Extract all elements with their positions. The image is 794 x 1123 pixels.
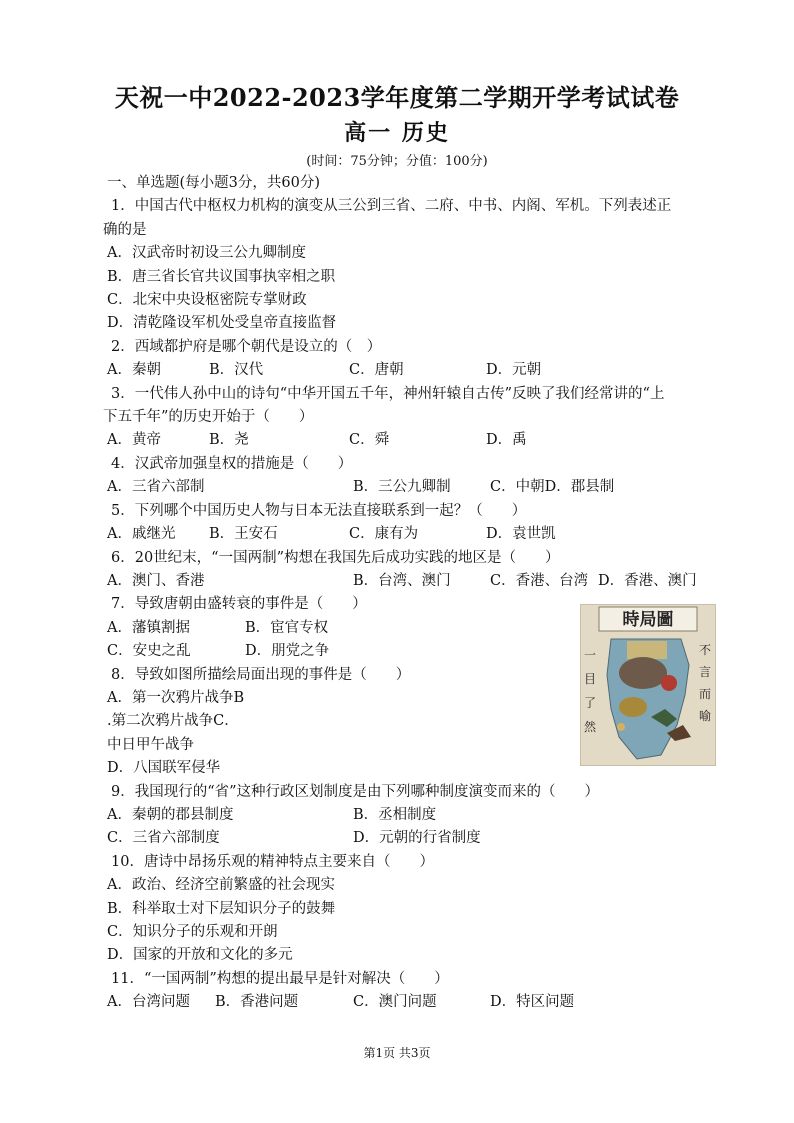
q9-option-b: B．丞相制度 [353,806,437,823]
q5-options [107,523,717,546]
q10-option-c: C．知识分子的乐观和开朗 [107,924,278,940]
q9-option-a: A．秦朝的郡县制度 [107,806,234,823]
q11-option-a: A．台湾问题 [107,994,190,1011]
q6-option-d: D．香港、澳门 [598,572,697,589]
map-notice-box [627,641,667,659]
tiger-figure [619,697,647,717]
q10-option-d: D．国家的开放和文化的多元 [107,947,293,964]
q3-stem-line1: 3．一代伟人孙中山的诗句“中华开国五千年，神州轩辕自古传”反映了我们经常讲的“上 [111,385,665,402]
q7-option-c: C．安史之乱 [107,643,191,660]
q3-options [107,429,717,452]
q5-option-c: C．康有为 [349,526,419,543]
q4-options [107,476,717,499]
q5-option-b: B．王安石 [209,526,278,543]
q9-option-c: C．三省六部制度 [107,830,220,847]
figure-title: 時局圖 [622,610,674,630]
q11-option-d: D．特区问题 [490,994,575,1011]
q1-stem-line2: 确的是 [103,221,147,238]
page-title: 天祝一中2022-2023学年度第二学期开学考试试卷 [114,83,680,112]
q4-stem: 4．汉武帝加强皇权的措施是（ ） [111,455,353,472]
q10-option-b: B．科举取士对下层知识分子的鼓舞 [107,900,336,917]
q11-option-c: C．澳门问题 [353,994,437,1011]
q1-stem-line1: 1．中国古代中枢权力机构的演变从三公到三省、二府、中书、内阁、军机。下列表述正 [111,198,672,215]
question-body [103,172,717,1015]
q6-option-b: B．台湾、澳门 [353,572,451,589]
sun-figure [661,675,677,691]
q4-option-cd: C．中朝D．郡县制 [490,479,615,496]
q3-option-c: C．舜 [349,432,390,449]
q7-stem: 7．导致唐朝由盛转衰的事件是（ ） [111,596,367,613]
q5-stem: 5．下列哪个中国历史人物与日本无法直接联系到一起？（ ） [111,502,527,519]
q2-option-b: B．汉代 [209,362,264,379]
q2-options [107,359,717,382]
exam-meta: (时间：75分钟；分值：100分) [306,154,488,169]
q1-option-d: D．清乾隆设军机处受皇帝直接监督 [107,315,337,332]
q2-option-c: C．唐朝 [349,362,404,379]
q2-option-a: A．秦朝 [107,362,161,379]
q4-option-a: A．三省六部制 [107,479,205,496]
q3-option-d: D．禹 [486,432,527,449]
q2-stem: 2．西域都护府是哪个朝代是设立的（ ） [111,338,382,355]
q9-options-cd [107,827,717,850]
q6-option-c: C．香港、台湾 [490,572,589,589]
q7-option-d: D．朋党之争 [245,643,330,660]
side-text-right-column: 不言而喻 [699,643,712,723]
q1-option-b: B．唐三省长官共议国事执宰相之职 [107,268,336,285]
shiju-tu-svg [581,605,715,765]
q9-stem: 9．我国现行的“省”这种行政区划制度是由下列哪种制度演变而来的（ ） [111,783,600,800]
q1-option-a: A．汉武帝时初设三公九卿制度 [107,245,306,262]
q8-option-line2: .第二次鸦片战争C． [107,713,239,730]
q2-option-d: D．元朝 [486,362,542,379]
q7-option-b: B．宦官专权 [245,619,329,636]
q3-option-b: B．尧 [209,432,249,449]
q10-stem: 10．唐诗中昂扬乐观的精神特点主要来自（ ） [111,853,434,870]
q6-options [107,570,717,593]
q3-option-a: A．黄帝 [107,432,161,449]
bear-figure [619,657,667,689]
q11-options [107,991,717,1014]
q7-option-a: A．藩镇割据 [107,619,190,636]
shiju-tu-illustration [580,604,716,766]
q5-option-a: A．戚继光 [107,526,176,543]
q6-stem: 6．20世纪末，“一国两制”构想在我国先后成功实践的地区是（ ） [111,549,560,566]
q11-option-b: B．香港问题 [215,994,299,1011]
q8-option-line3: 中日甲午战争 [107,736,194,753]
q11-stem: 11．“一国两制”构想的提出最早是针对解决（ ） [111,970,449,987]
q9-options-ab [107,804,717,827]
side-text-left-column: 一目了然 [584,648,597,734]
page-subtitle: 高一 历史 [344,120,450,146]
page-footer: 第1页 共3页 [363,1046,431,1060]
q4-option-b: B．三公九卿制 [353,479,451,496]
q9-option-d: D．元朝的行省制度 [353,830,481,847]
q5-option-d: D．袁世凯 [486,526,556,543]
q8-option-line4: D．八国联军侵华 [107,760,221,777]
q8-option-line1: A．第一次鸦片战争B [107,689,245,706]
q6-option-a: A．澳门、香港 [107,572,205,589]
q8-stem: 8．导致如图所描绘局面出现的事件是（ ） [111,666,411,683]
q10-option-a: A．政治、经济空前繁盛的社会现实 [107,877,335,894]
sausage-figure [617,723,625,731]
q1-option-c: C．北宋中央设枢密院专掌财政 [107,292,307,309]
q3-stem-line2: 下五千年”的历史开始于（ ） [103,409,314,426]
section-heading: 一、单选题(每小题3分，共60分) [107,175,320,191]
